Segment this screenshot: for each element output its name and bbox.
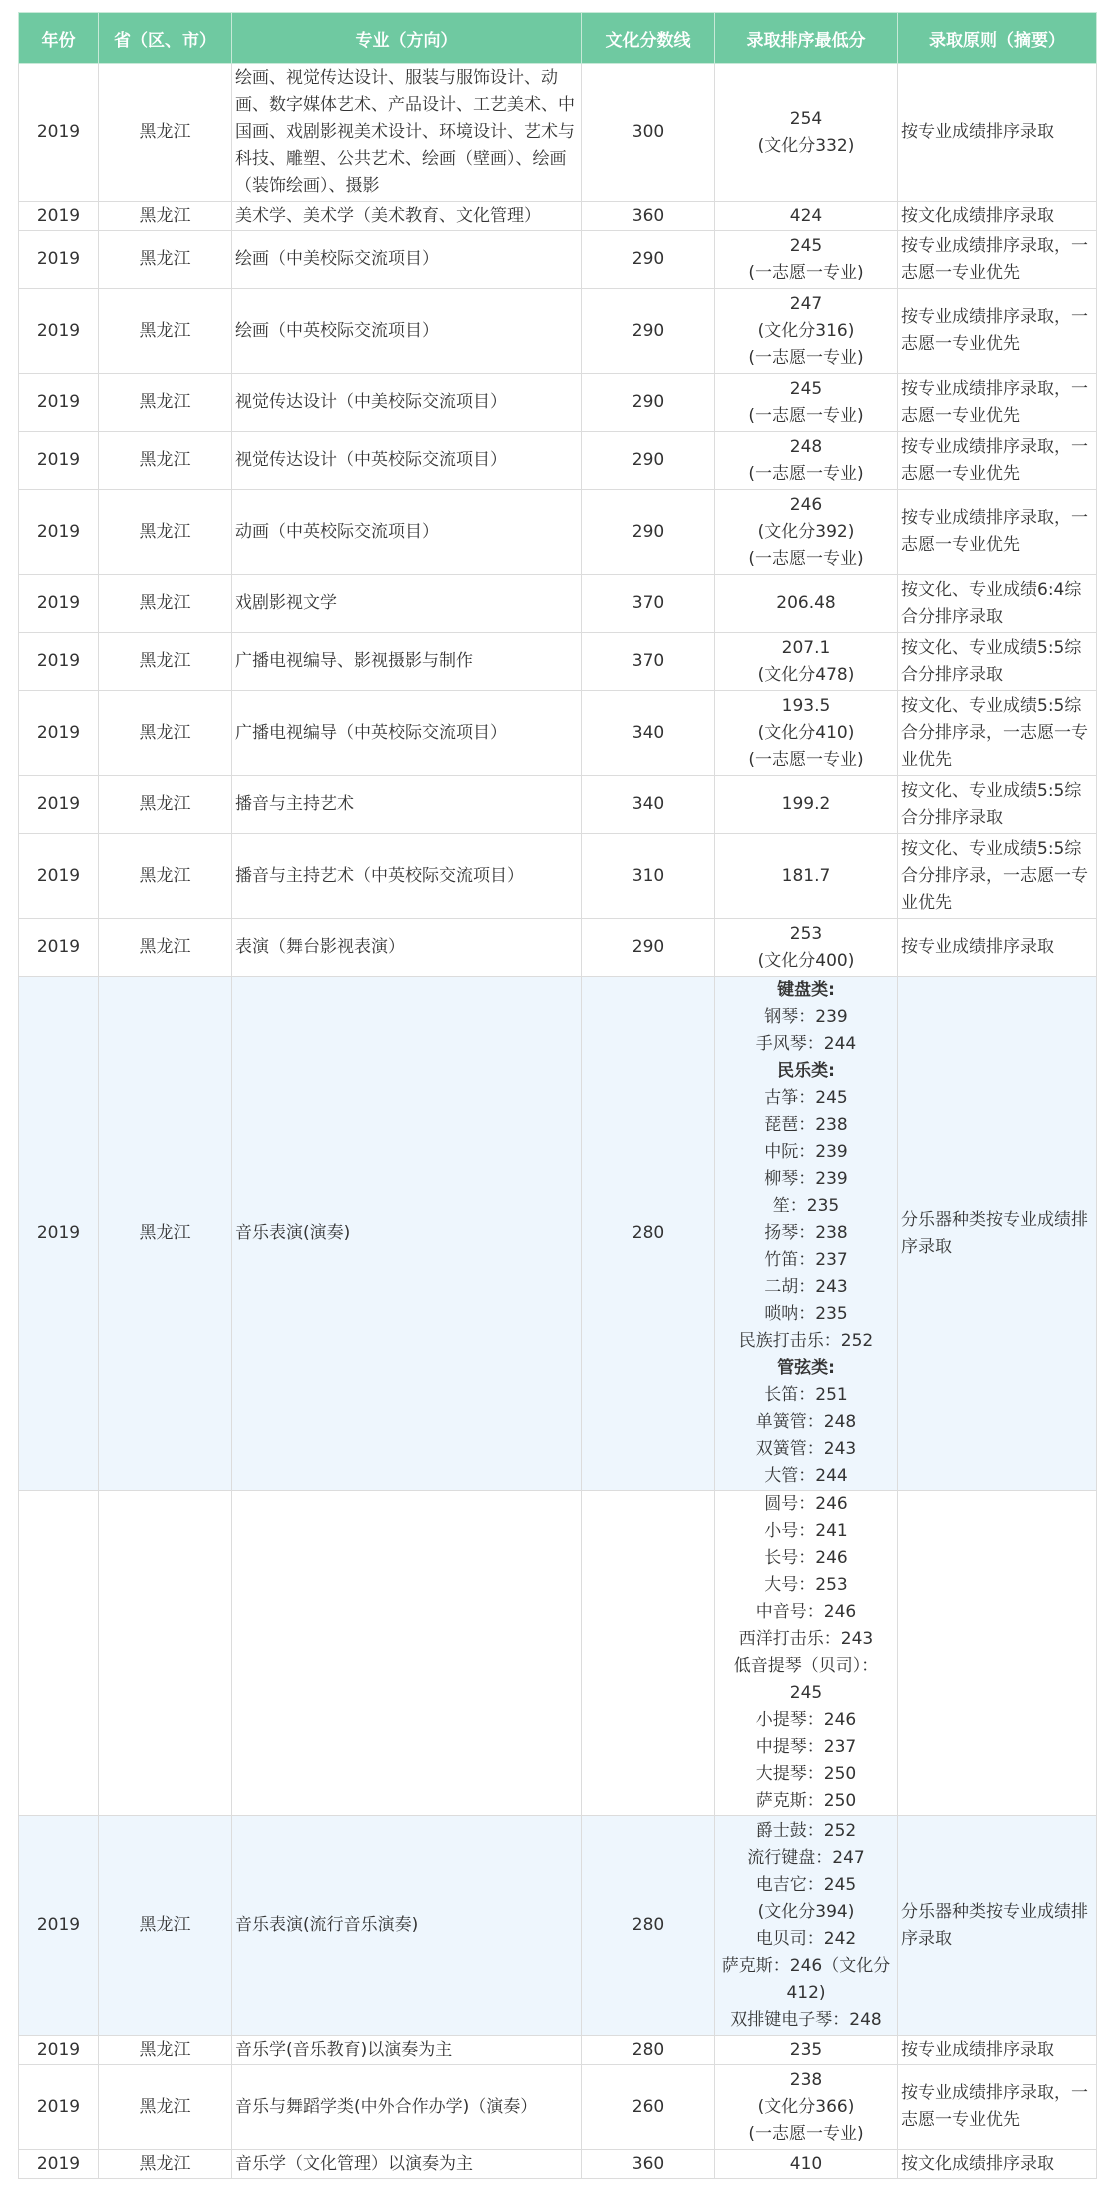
instrument-category: 键盘类:: [777, 980, 835, 1000]
year-cell: 2019: [19, 575, 99, 633]
culture-line-cell: 300: [582, 64, 715, 202]
culture-line-cell: 280: [582, 2036, 715, 2065]
year-cell: 2019: [19, 490, 99, 575]
culture-line-cell: 360: [582, 202, 715, 231]
culture-line-cell: 290: [582, 374, 715, 432]
score-line: 206.48: [776, 593, 836, 613]
principle-cell: 分乐器种类按专业成绩排序录取: [898, 977, 1097, 1491]
province-cell: 黑龙江: [99, 691, 232, 776]
score-line: 低音提琴（贝司）：: [733, 1656, 879, 1676]
table-row: [19, 64, 1097, 202]
principle-cell: 按文化、专业成绩6:4综合分排序录取: [898, 575, 1097, 633]
province-cell: 黑龙江: [99, 374, 232, 432]
min-score-cell: [715, 289, 898, 374]
year-cell: 2019: [19, 2150, 99, 2179]
culture-line-cell: 340: [582, 691, 715, 776]
score-line: 双簧管：243: [755, 1439, 857, 1459]
year-cell: 2019: [19, 691, 99, 776]
empty-cell: [582, 1491, 715, 1816]
major-cell: 绘画、视觉传达设计、服装与服饰设计、动画、数字媒体艺术、产品设计、工艺美术、中国画、戏剧影视美术设计、环境设计、艺术与科技、雕塑、公共艺术、绘画（壁画）、绘画（装饰绘画）、摄影: [232, 64, 582, 202]
major-cell: 视觉传达设计（中英校际交流项目）: [232, 432, 582, 490]
score-line: 大管：244: [764, 1466, 848, 1486]
score-line: 圆号：246: [764, 1494, 848, 1514]
major-cell: 美术学、美术学（美术教育、文化管理）: [232, 202, 582, 231]
min-score-cell: [715, 834, 898, 919]
major-cell: 播音与主持艺术（中英校际交流项目）: [232, 834, 582, 919]
score-line: 竹笛：237: [764, 1250, 848, 1270]
principle-cell: 按文化、专业成绩5:5综合分排序录取: [898, 633, 1097, 691]
min-score-cell: [715, 1491, 898, 1816]
min-score-cell: [715, 919, 898, 977]
score-line: (文化分410): [757, 722, 855, 743]
instrument-category: 民乐类:: [777, 1061, 835, 1081]
major-cell: 动画（中英校际交流项目）: [232, 490, 582, 575]
min-score-cell: [715, 2036, 898, 2065]
header-min-score: 录取排序最低分: [715, 13, 898, 64]
score-line: 二胡：243: [764, 1277, 848, 1297]
year-cell: 2019: [19, 633, 99, 691]
score-line: 247: [789, 293, 823, 314]
major-cell: 音乐表演(流行音乐演奏): [232, 1816, 582, 2036]
principle-cell: 按专业成绩排序录取，一志愿一专业优先: [898, 231, 1097, 289]
principle-cell: 按文化、专业成绩5:5综合分排序录取: [898, 776, 1097, 834]
score-line: 245: [789, 1683, 823, 1703]
culture-line-cell: 280: [582, 977, 715, 1491]
province-cell: 黑龙江: [99, 2065, 232, 2150]
major-cell: 视觉传达设计（中美校际交流项目）: [232, 374, 582, 432]
score-line: 254: [789, 108, 823, 129]
instrument-category: 管弦类:: [777, 1358, 835, 1378]
min-score-cell: [715, 633, 898, 691]
min-score-cell: [715, 231, 898, 289]
min-score-cell: [715, 2150, 898, 2179]
table-row: [19, 633, 1097, 691]
score-line: 手风琴：244: [755, 1034, 857, 1054]
score-line: 235: [789, 2039, 823, 2060]
culture-line-cell: 290: [582, 490, 715, 575]
table-row: [19, 2065, 1097, 2150]
score-line: (一志愿一专业): [748, 2123, 864, 2144]
year-cell: 2019: [19, 231, 99, 289]
province-cell: 黑龙江: [99, 2036, 232, 2065]
major-cell: 播音与主持艺术: [232, 776, 582, 834]
principle-cell: 按文化、专业成绩5:5综合分排序录，一志愿一专业优先: [898, 691, 1097, 776]
score-line: 唢呐：235: [764, 1304, 848, 1324]
score-line: (一志愿一专业): [748, 749, 864, 770]
score-line: (一志愿一专业): [748, 347, 864, 368]
score-line: (一志愿一专业): [748, 405, 864, 426]
score-line: (文化分400): [757, 950, 855, 971]
culture-line-cell: 370: [582, 575, 715, 633]
min-score-cell: [715, 490, 898, 575]
score-line: (一志愿一专业): [748, 548, 864, 569]
score-line: 424: [789, 205, 823, 226]
culture-line-cell: 290: [582, 432, 715, 490]
empty-cell: [232, 1491, 582, 1816]
table-header: [19, 13, 1097, 64]
culture-line-cell: 290: [582, 919, 715, 977]
province-cell: 黑龙江: [99, 202, 232, 231]
province-cell: 黑龙江: [99, 919, 232, 977]
score-line: 245: [789, 235, 823, 256]
table-body: [19, 64, 1097, 2179]
score-line: (一志愿一专业): [748, 262, 864, 283]
score-line: 萨克斯：246（文化分: [721, 1955, 891, 1976]
score-line: 大号：253: [764, 1575, 848, 1595]
admission-table-container: [18, 12, 1096, 2179]
table-row: [19, 231, 1097, 289]
score-line: (文化分394): [757, 1901, 855, 1922]
table-row: [19, 490, 1097, 575]
score-line: 古筝：245: [764, 1088, 848, 1108]
min-score-cell: [715, 776, 898, 834]
min-score-cell: [715, 374, 898, 432]
principle-cell: 按专业成绩排序录取，一志愿一专业优先: [898, 289, 1097, 374]
major-cell: 广播电视编导（中英校际交流项目）: [232, 691, 582, 776]
principle-cell: 按专业成绩排序录取，一志愿一专业优先: [898, 432, 1097, 490]
min-score-cell: [715, 575, 898, 633]
province-cell: 黑龙江: [99, 575, 232, 633]
culture-line-cell: 290: [582, 289, 715, 374]
table-row: [19, 691, 1097, 776]
year-cell: 2019: [19, 432, 99, 490]
min-score-cell: [715, 1816, 898, 2036]
year-cell: 2019: [19, 834, 99, 919]
score-line: 长笛：251: [764, 1385, 848, 1405]
table-row: [19, 834, 1097, 919]
score-line: 412): [786, 1982, 826, 2003]
culture-line-cell: 310: [582, 834, 715, 919]
principle-cell: 按文化成绩排序录取: [898, 202, 1097, 231]
score-line: 电贝司：242: [755, 1928, 857, 1949]
score-line: 410: [789, 2153, 823, 2174]
major-cell: 音乐与舞蹈学类(中外合作办学)（演奏）: [232, 2065, 582, 2150]
culture-line-cell: 340: [582, 776, 715, 834]
year-cell: 2019: [19, 2065, 99, 2150]
major-cell: 表演（舞台影视表演）: [232, 919, 582, 977]
table-row: [19, 776, 1097, 834]
score-line: 193.5: [781, 695, 831, 716]
table-row: [19, 2036, 1097, 2065]
principle-cell: 按专业成绩排序录取，一志愿一专业优先: [898, 2065, 1097, 2150]
score-line: 中提琴：237: [755, 1737, 857, 1757]
culture-line-cell: 280: [582, 1816, 715, 2036]
score-line: (文化分332): [757, 135, 855, 156]
principle-cell: 按专业成绩排序录取: [898, 2036, 1097, 2065]
culture-line-cell: 290: [582, 231, 715, 289]
principle-cell: 按专业成绩排序录取，一志愿一专业优先: [898, 374, 1097, 432]
table-row: [19, 432, 1097, 490]
table-row: [19, 202, 1097, 231]
province-cell: 黑龙江: [99, 776, 232, 834]
min-score-cell: [715, 691, 898, 776]
principle-cell: 按文化成绩排序录取: [898, 2150, 1097, 2179]
culture-line-cell: 370: [582, 633, 715, 691]
header-row: [19, 13, 1097, 64]
score-line: (一志愿一专业): [748, 463, 864, 484]
province-cell: 黑龙江: [99, 432, 232, 490]
year-cell: 2019: [19, 2036, 99, 2065]
major-cell: 广播电视编导、影视摄影与制作: [232, 633, 582, 691]
year-cell: 2019: [19, 977, 99, 1491]
year-cell: 2019: [19, 289, 99, 374]
header-province: 省（区、市）: [99, 13, 232, 64]
province-cell: 黑龙江: [99, 977, 232, 1491]
year-cell: 2019: [19, 64, 99, 202]
major-cell: 音乐学（文化管理）以演奏为主: [232, 2150, 582, 2179]
min-score-cell: [715, 432, 898, 490]
empty-cell: [19, 1491, 99, 1816]
score-line: 民族打击乐：252: [738, 1331, 874, 1351]
culture-line-cell: 360: [582, 2150, 715, 2179]
score-line: 琵琶：238: [764, 1115, 848, 1135]
min-score-cell: [715, 64, 898, 202]
principle-cell: 分乐器种类按专业成绩排序录取: [898, 1816, 1097, 2036]
empty-cell: [898, 1491, 1097, 1816]
major-cell: 绘画（中美校际交流项目）: [232, 231, 582, 289]
table-row-music-continued: [19, 1491, 1097, 1816]
score-line: 萨克斯：250: [755, 1791, 857, 1811]
province-cell: 黑龙江: [99, 231, 232, 289]
score-line: 253: [789, 923, 823, 944]
admission-table: [18, 12, 1097, 2179]
score-line: 248: [789, 436, 823, 457]
table-row-pop-performance: [19, 1816, 1097, 2036]
header-year: 年份: [19, 13, 99, 64]
score-line: 笙：235: [772, 1196, 840, 1216]
score-line: 199.2: [781, 794, 831, 814]
principle-cell: 按专业成绩排序录取，一志愿一专业优先: [898, 490, 1097, 575]
score-line: 电吉它：245: [755, 1874, 857, 1895]
score-line: (文化分392): [757, 521, 855, 542]
score-line: 长号：246: [764, 1548, 848, 1568]
score-line: 238: [789, 2069, 823, 2090]
score-line: 246: [789, 494, 823, 515]
header-culture-line: 文化分数线: [582, 13, 715, 64]
score-line: 大提琴：250: [755, 1764, 857, 1784]
empty-cell: [99, 1491, 232, 1816]
table-row: [19, 2150, 1097, 2179]
table-row-music-performance: [19, 977, 1097, 1491]
major-cell: 绘画（中英校际交流项目）: [232, 289, 582, 374]
principle-cell: 按文化、专业成绩5:5综合分排序录，一志愿一专业优先: [898, 834, 1097, 919]
year-cell: 2019: [19, 776, 99, 834]
score-line: 柳琴：239: [764, 1169, 848, 1189]
score-line: 钢琴：239: [764, 1007, 848, 1027]
major-cell: 音乐表演(演奏): [232, 977, 582, 1491]
major-cell: 戏剧影视文学: [232, 575, 582, 633]
province-cell: 黑龙江: [99, 490, 232, 575]
score-line: (文化分316): [757, 320, 855, 341]
province-cell: 黑龙江: [99, 64, 232, 202]
score-line: (文化分478): [757, 664, 855, 685]
score-line: 流行键盘：247: [747, 1847, 865, 1868]
principle-cell: 按专业成绩排序录取: [898, 64, 1097, 202]
score-line: 扬琴：238: [764, 1223, 848, 1243]
score-line: 西洋打击乐：243: [738, 1629, 874, 1649]
principle-cell: 按专业成绩排序录取: [898, 919, 1097, 977]
header-major: 专业（方向）: [232, 13, 582, 64]
score-line: (文化分366): [757, 2096, 855, 2117]
score-line: 爵士鼓：252: [755, 1820, 857, 1841]
year-cell: 2019: [19, 202, 99, 231]
province-cell: 黑龙江: [99, 834, 232, 919]
score-line: 245: [789, 378, 823, 399]
table-row: [19, 575, 1097, 633]
score-line: 双排键电子琴：248: [730, 2009, 882, 2030]
table-row: [19, 919, 1097, 977]
score-line: 小号：241: [764, 1521, 848, 1541]
province-cell: 黑龙江: [99, 1816, 232, 2036]
score-line: 单簧管：248: [755, 1412, 857, 1432]
score-line: 中音号：246: [755, 1602, 857, 1622]
score-line: 207.1: [781, 637, 831, 658]
score-line: 小提琴：246: [755, 1710, 857, 1730]
score-line: 181.7: [781, 865, 831, 886]
major-cell: 音乐学(音乐教育)以演奏为主: [232, 2036, 582, 2065]
min-score-cell: [715, 977, 898, 1491]
year-cell: 2019: [19, 1816, 99, 2036]
table-row: [19, 374, 1097, 432]
province-cell: 黑龙江: [99, 633, 232, 691]
province-cell: 黑龙江: [99, 289, 232, 374]
header-principle: 录取原则（摘要）: [898, 13, 1097, 64]
min-score-cell: [715, 2065, 898, 2150]
year-cell: 2019: [19, 919, 99, 977]
score-line: 中阮：239: [764, 1142, 848, 1162]
year-cell: 2019: [19, 374, 99, 432]
province-cell: 黑龙江: [99, 2150, 232, 2179]
culture-line-cell: 260: [582, 2065, 715, 2150]
min-score-cell: [715, 202, 898, 231]
table-row: [19, 289, 1097, 374]
